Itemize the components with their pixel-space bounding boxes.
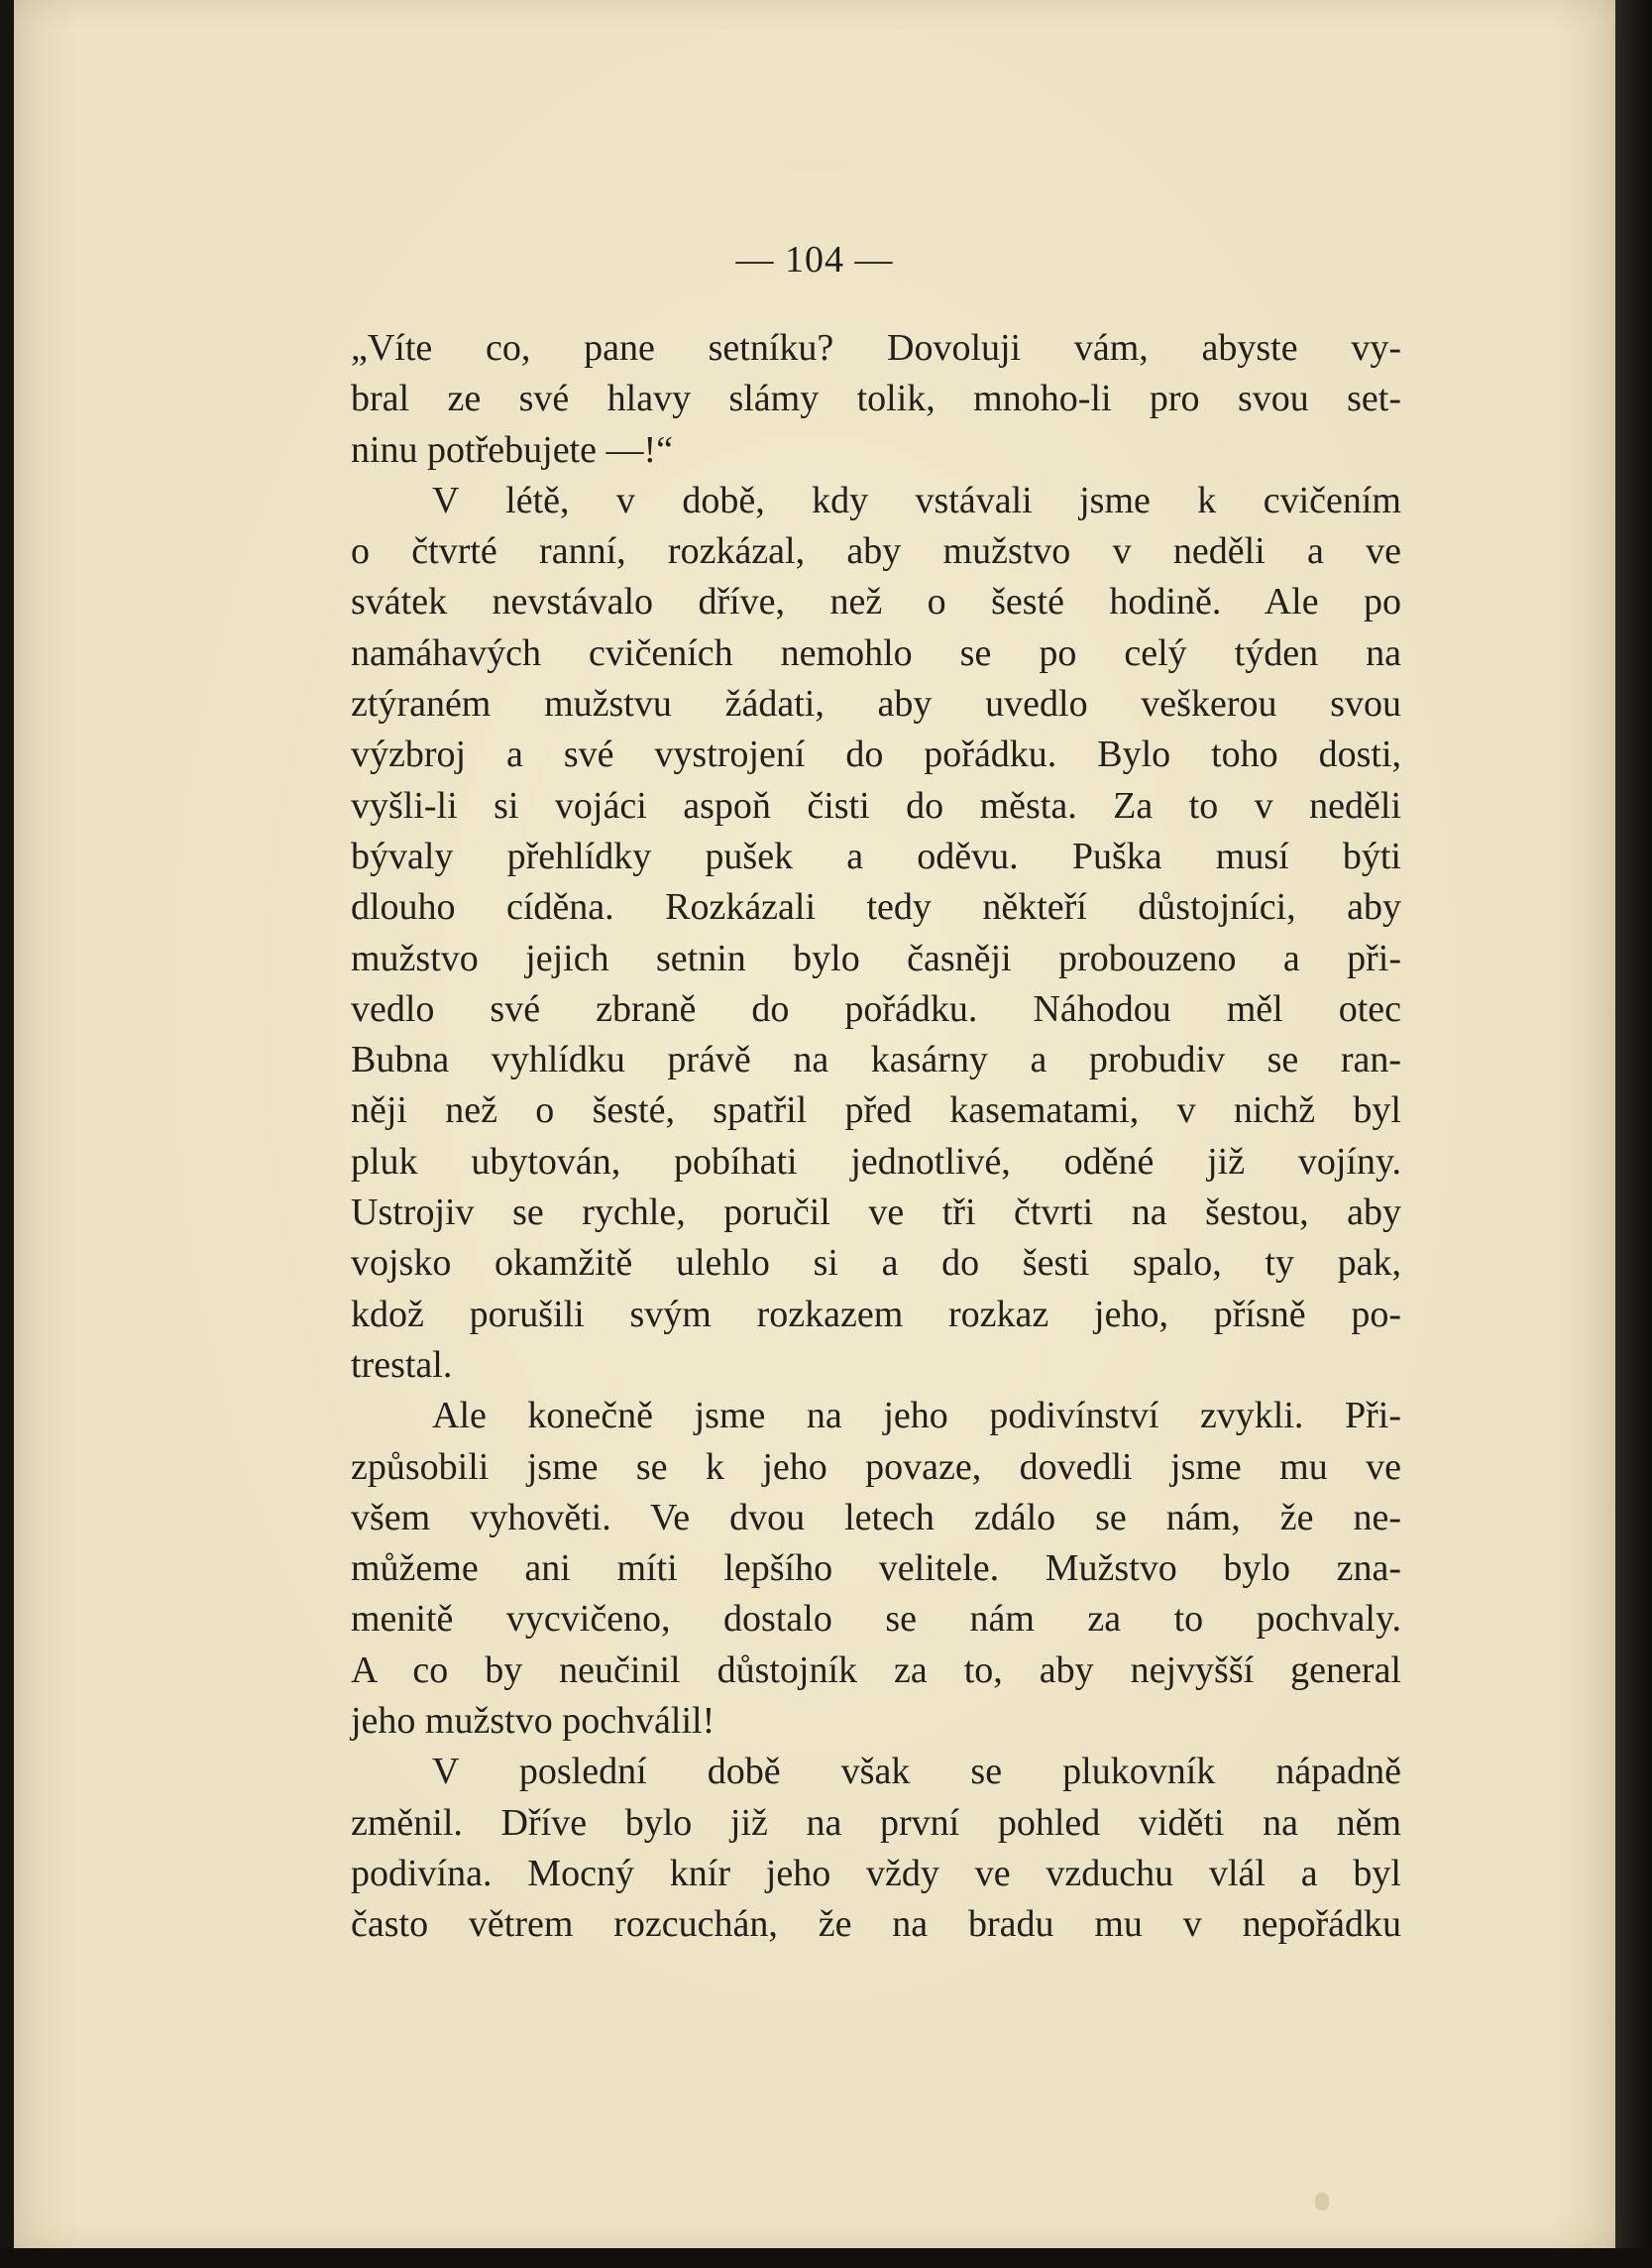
text-line: Bubna vyhlídku právě na kasárny a probudiv se ran- [351, 1039, 1401, 1081]
text-line: vojsko okamžitě ulehlo si a do šesti spalo, ty pak, [351, 1242, 1401, 1285]
book-page [14, 0, 1615, 2248]
text-line: můžeme ani míti lepšího velitele. Mužstvo bylo zna- [351, 1547, 1401, 1590]
text-line: ninu potřebujete —!“ [351, 428, 674, 471]
page-text [351, 323, 1401, 1951]
text-line: bral ze své hlavy slámy tolik, mnoho-li pro svou set- [351, 378, 1401, 420]
text-line: pluk ubytován, pobíhati jednotlivé, oděné již vojíny. [351, 1140, 1401, 1183]
text-line: V létě, v době, kdy vstávali jsme k cvičením [432, 479, 1401, 521]
text-line: „Víte co, pane setníku? Dovoluji vám, abyste vy- [351, 327, 1401, 369]
text-line: o čtvrté ranní, rozkázal, aby mužstvo v neděli a ve [351, 530, 1401, 573]
text-line: namáhavých cvičeních nemohlo se po celý týden na [351, 631, 1401, 674]
text-line: podivína. Mocný knír jeho vždy ve vzduchu vlál a byl [351, 1852, 1401, 1894]
text-line: A co by neučinil důstojník za to, aby nejvyšší general [351, 1648, 1401, 1691]
paragraph-1 [351, 323, 1401, 476]
paragraph-3 [351, 1391, 1401, 1747]
text-line: výzbroj a své vystrojení do pořádku. Bylo toho dosti, [351, 734, 1401, 776]
text-line: Ale konečně jsme na jeho podivínství zvykli. Při- [432, 1395, 1401, 1437]
text-line: trestal. [351, 1343, 453, 1386]
text-line: Ustrojiv se rychle, poručil ve tři čtvrti na šestou, aby [351, 1191, 1401, 1234]
page-edge-right [1615, 0, 1652, 2268]
text-line: způsobili jsme se k jeho povaze, dovedli jsme mu ve [351, 1445, 1401, 1488]
text-line: vedlo své zbraně do pořádku. Náhodou měl otec [351, 987, 1401, 1030]
paper-speck [1315, 2193, 1329, 2211]
text-line: vyšli-li si vojáci aspoň čisti do města. Za to v neděli [351, 784, 1401, 827]
page-number: — 104 — [735, 239, 894, 281]
text-line: V poslední době však se plukovník nápadně [432, 1751, 1401, 1793]
text-line: bývaly přehlídky pušek a oděvu. Puška musí býti [351, 835, 1401, 877]
paragraph-2 [351, 476, 1401, 1391]
text-line: mužstvo jejich setnin bylo časněji probouzeno a při- [351, 937, 1401, 979]
paragraph-4 [351, 1747, 1401, 1950]
text-line: dlouho cíděna. Rozkázali tedy někteří důstojníci, aby [351, 886, 1401, 929]
text-line: často větrem rozcuchán, že na bradu mu v nepořádku [351, 1903, 1401, 1946]
text-line: změnil. Dříve bylo již na první pohled viděti na něm [351, 1801, 1401, 1844]
text-line: všem vyhověti. Ve dvou letech zdálo se nám, že ne- [351, 1496, 1401, 1538]
text-line: jeho mužstvo pochválil! [351, 1700, 716, 1743]
text-line: kdož porušili svým rozkazem rozkaz jeho, přísně po- [351, 1293, 1401, 1335]
text-line: něji než o šesté, spatřil před kasematami, v nichž byl [351, 1089, 1401, 1132]
text-line: svátek nevstávalo dříve, než o šesté hodině. Ale po [351, 581, 1401, 624]
text-line: ztýraném mužstvu žádati, aby uvedlo veškerou svou [351, 683, 1401, 726]
page-edge-bottom [0, 2248, 1652, 2268]
text-line: menitě vycvičeno, dostalo se nám za to pochvaly. [351, 1598, 1401, 1641]
